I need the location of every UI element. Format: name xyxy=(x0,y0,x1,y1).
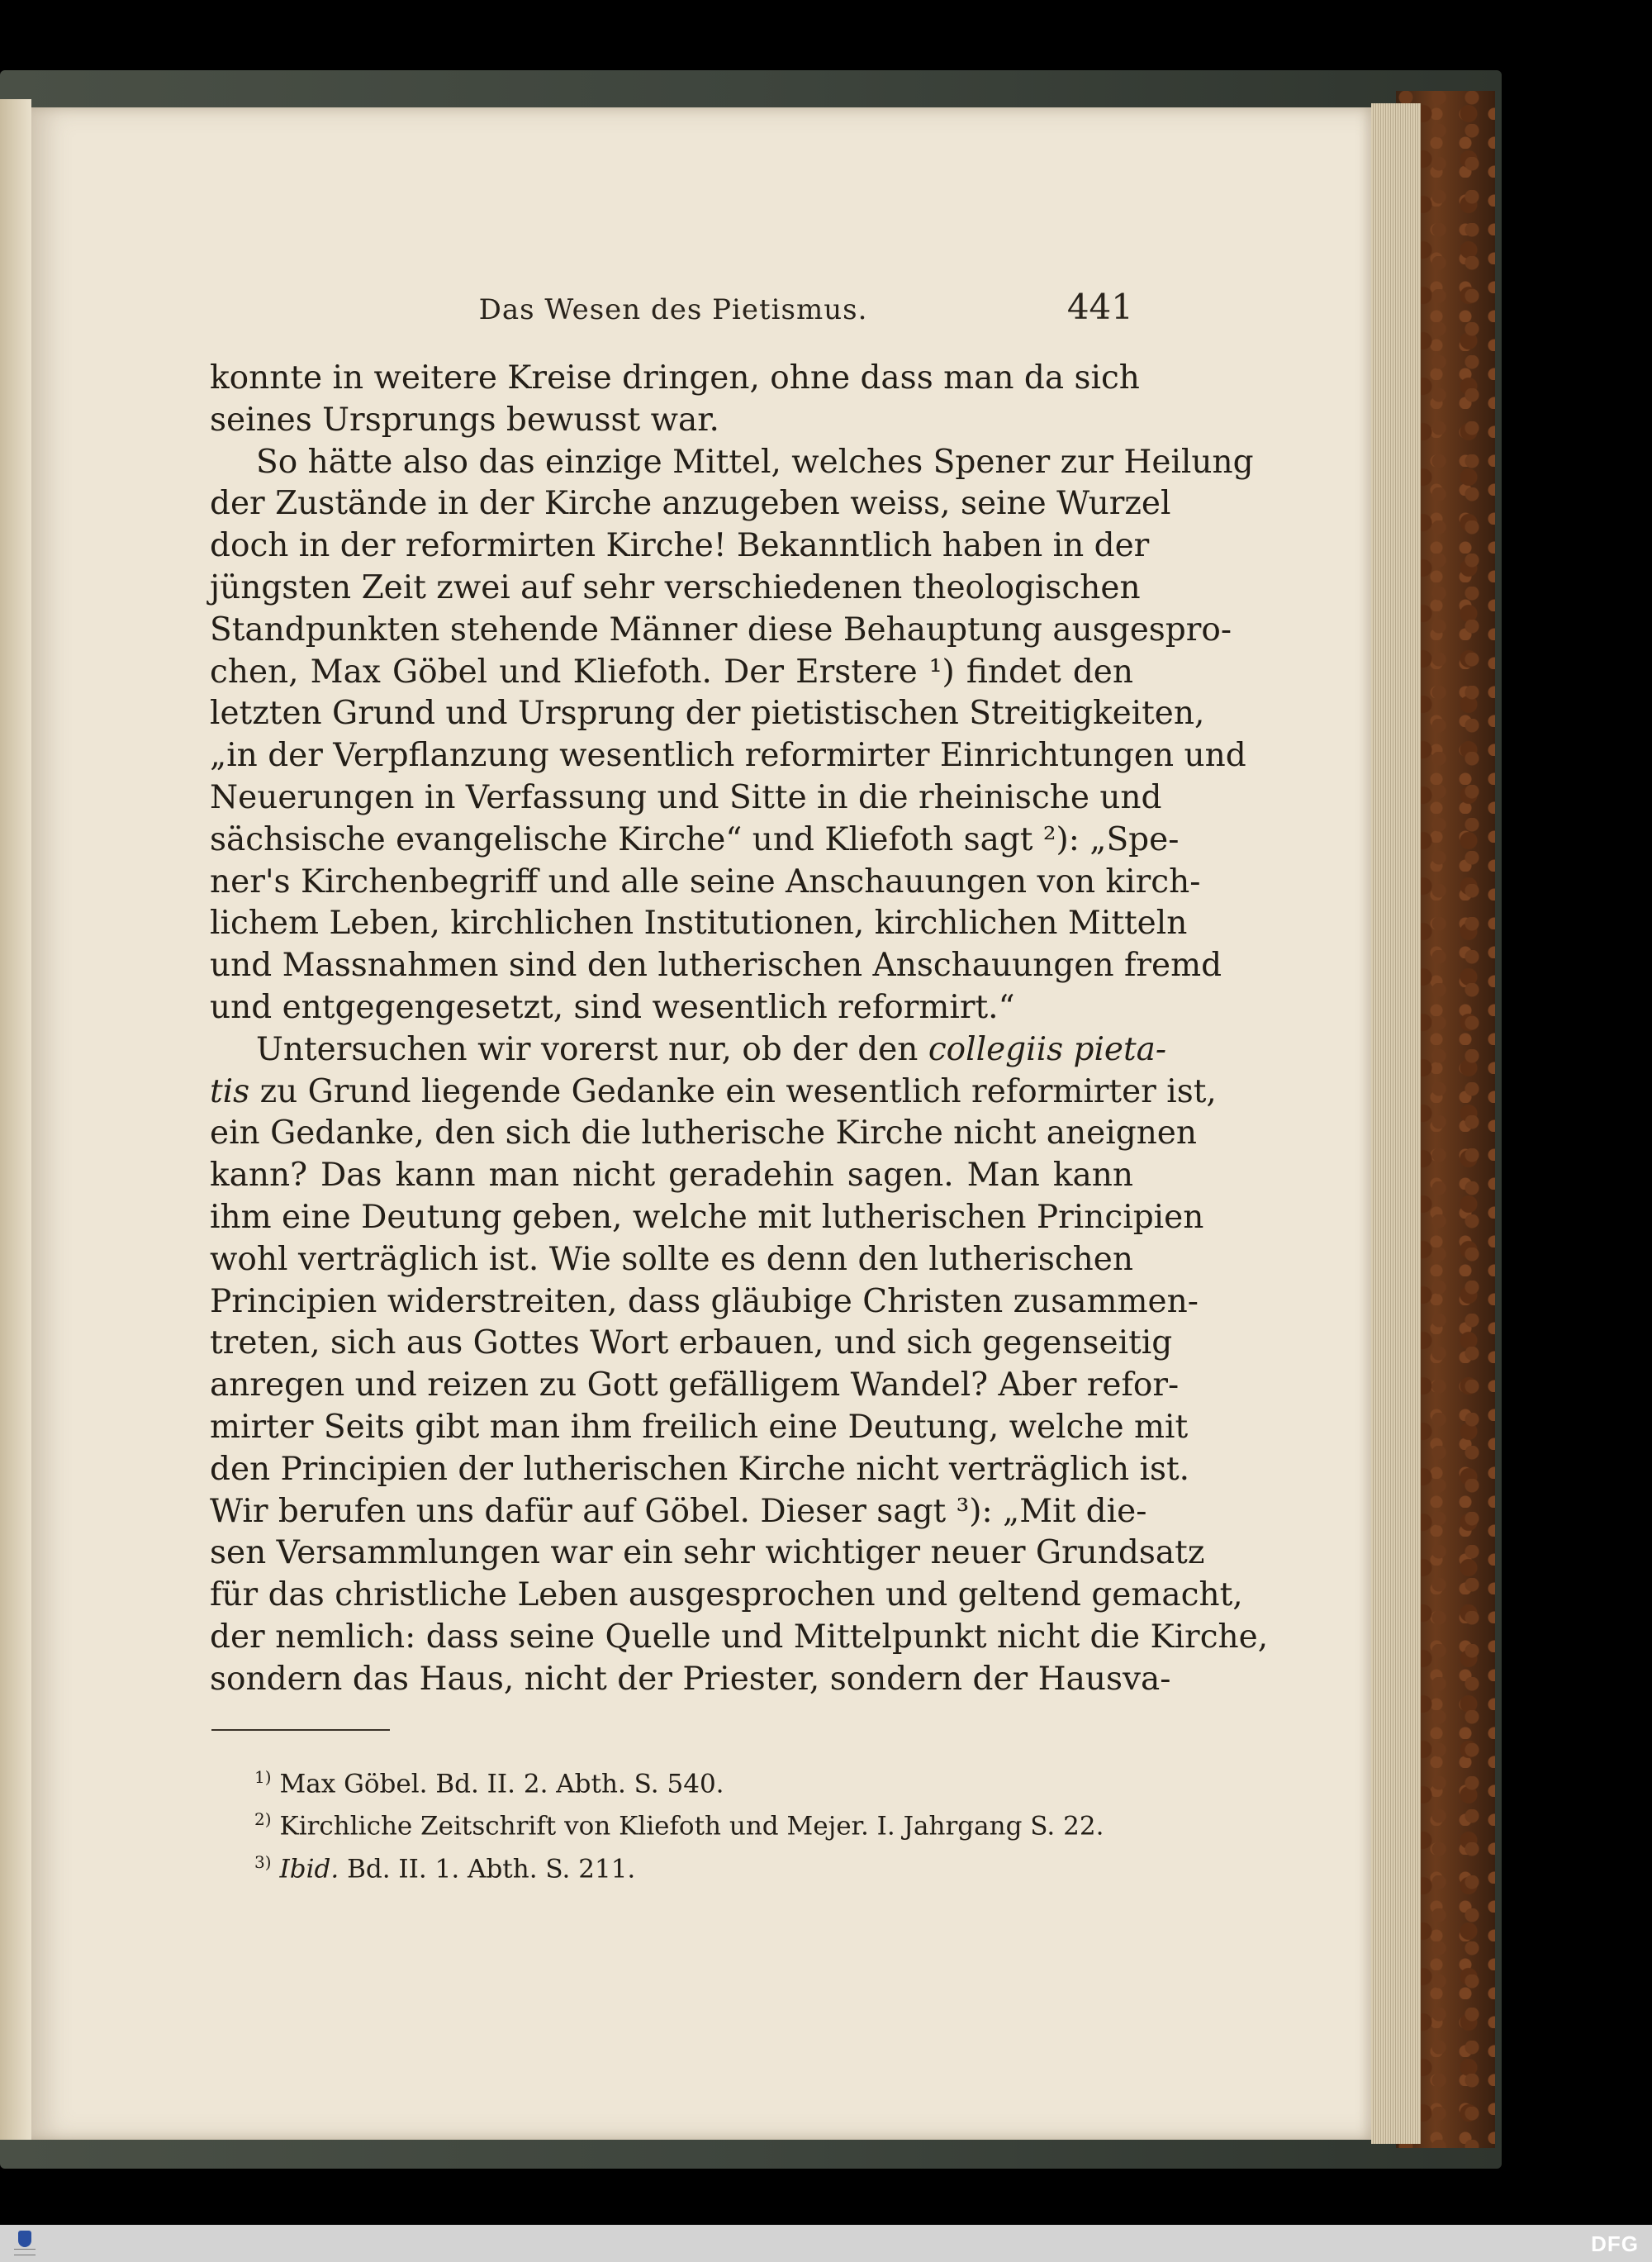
text-line: der nemlich: dass seine Quelle und Mittelpunkt nicht die Kirche, xyxy=(210,1618,1269,1656)
text-line: und entgegengesetzt, sind wesentlich reformirt.“ xyxy=(210,988,1015,1026)
viewer-footer-bar xyxy=(0,2225,1652,2262)
text-line: jüngsten Zeit zwei auf sehr verschiedenen theologischen xyxy=(210,568,1141,606)
page-header xyxy=(213,287,1133,335)
text-line-mixed xyxy=(210,1072,1217,1114)
dfg-logo: DFG xyxy=(1591,2231,1639,2256)
text-line: anregen und reizen zu Gott gefälligem Wandel? Aber refor- xyxy=(210,1366,1180,1404)
footnote-italic: Ibid. xyxy=(279,1853,339,1884)
text-line: sondern das Haus, nicht der Priester, sondern der Hausva- xyxy=(210,1660,1171,1698)
text-line: „in der Verpflanzung wesentlich reformirter Einrichtungen und xyxy=(210,737,1246,775)
footnote-text: Max Göbel. Bd. II. 2. Abth. S. 540. xyxy=(279,1769,724,1799)
footnote-mark: 1) xyxy=(254,1767,272,1787)
text-fragment: Untersuchen wir vorerst nur, ob der den xyxy=(256,1030,928,1068)
text-line: und Massnahmen sind den lutherischen Anschauungen fremd xyxy=(210,947,1222,985)
body-text xyxy=(210,358,1269,1701)
text-line: Neuerungen in Verfassung und Sitte in die rheinische und xyxy=(210,778,1162,816)
footnote-rule xyxy=(211,1729,390,1731)
text-line-mixed xyxy=(210,1029,1167,1072)
footnote-text: Kirchliche Zeitschrift von Kliefoth und Mejer. I. Jahrgang S. 22. xyxy=(279,1811,1104,1841)
text-line: mirter Seits gibt man ihm freilich eine Deutung, welche mit xyxy=(210,1408,1189,1446)
text-line: ner's Kirchenbegriff und alle seine Anschauungen von kirch- xyxy=(210,863,1201,901)
page-edges xyxy=(1371,103,1421,2144)
library-logo-icon xyxy=(12,2228,38,2258)
text-line: sächsische evangelische Kirche“ und Kliefoth sagt ²): „Spe- xyxy=(210,820,1180,858)
footnote-1 xyxy=(254,1760,1138,1802)
text-line: lichem Leben, kirchlichen Institutionen, kirchlichen Mitteln xyxy=(210,905,1188,943)
text-line: Principien widerstreiten, dass gläubige Christen zusammen- xyxy=(210,1282,1199,1320)
text-line: wohl verträglich ist. Wie sollte es denn den lutherischen xyxy=(210,1240,1133,1278)
footnote-mark: 2) xyxy=(254,1809,272,1830)
text-line: ihm eine Deutung geben, welche mit lutherischen Principien xyxy=(210,1198,1204,1236)
text-line: So hätte also das einzige Mittel, welches Spener zur Heilung xyxy=(256,443,1254,481)
text-line: Standpunkten stehende Männer diese Behauptung ausgespro- xyxy=(210,611,1232,649)
italic-term: collegiis pieta- xyxy=(928,1030,1167,1068)
text-fragment: zu Grund liegende Gedanke ein wesentlich reformirter ist, xyxy=(249,1072,1217,1110)
text-line: sen Versammlungen war ein sehr wichtiger neuer Grundsatz xyxy=(210,1534,1205,1572)
facing-page-edge xyxy=(0,99,31,2140)
footnotes xyxy=(254,1760,1138,1887)
page-number: 441 xyxy=(1066,287,1133,327)
footnote-2 xyxy=(254,1802,1138,1844)
footnote-mark: 3) xyxy=(254,1851,272,1872)
text-line: seines Ursprungs bewusst war. xyxy=(210,401,719,439)
text-line: für das christliche Leben ausgesprochen und geltend gemacht, xyxy=(210,1576,1243,1614)
running-title: Das Wesen des Pietismus. xyxy=(478,293,868,326)
text-line: chen, Max Göbel und Kliefoth. Der Erstere ¹) findet den xyxy=(210,653,1133,691)
text-line: kann? Das kann man nicht geradehin sagen. Man kann xyxy=(210,1157,1133,1195)
text-line: den Principien der lutherischen Kirche nicht verträglich ist. xyxy=(210,1450,1190,1488)
italic-term: tis xyxy=(210,1072,250,1110)
text-line: Wir berufen uns dafür auf Göbel. Dieser sagt ³): „Mit die- xyxy=(210,1492,1147,1530)
text-line: ein Gedanke, den sich die lutherische Kirche nicht aneignen xyxy=(210,1114,1198,1152)
text-line: der Zustände in der Kirche anzugeben weiss, seine Wurzel xyxy=(210,485,1171,523)
footnote-3 xyxy=(254,1845,1138,1887)
footnote-text: Bd. II. 1. Abth. S. 211. xyxy=(347,1853,636,1884)
text-line: konnte in weitere Kreise dringen, ohne dass man da sich xyxy=(210,359,1140,397)
text-line: letzten Grund und Ursprung der pietistischen Streitigkeiten, xyxy=(210,695,1205,733)
text-line: treten, sich aus Gottes Wort erbauen, und sich gegenseitig xyxy=(210,1324,1173,1362)
text-line: doch in der reformirten Kirche! Bekanntlich haben in der xyxy=(210,527,1150,565)
